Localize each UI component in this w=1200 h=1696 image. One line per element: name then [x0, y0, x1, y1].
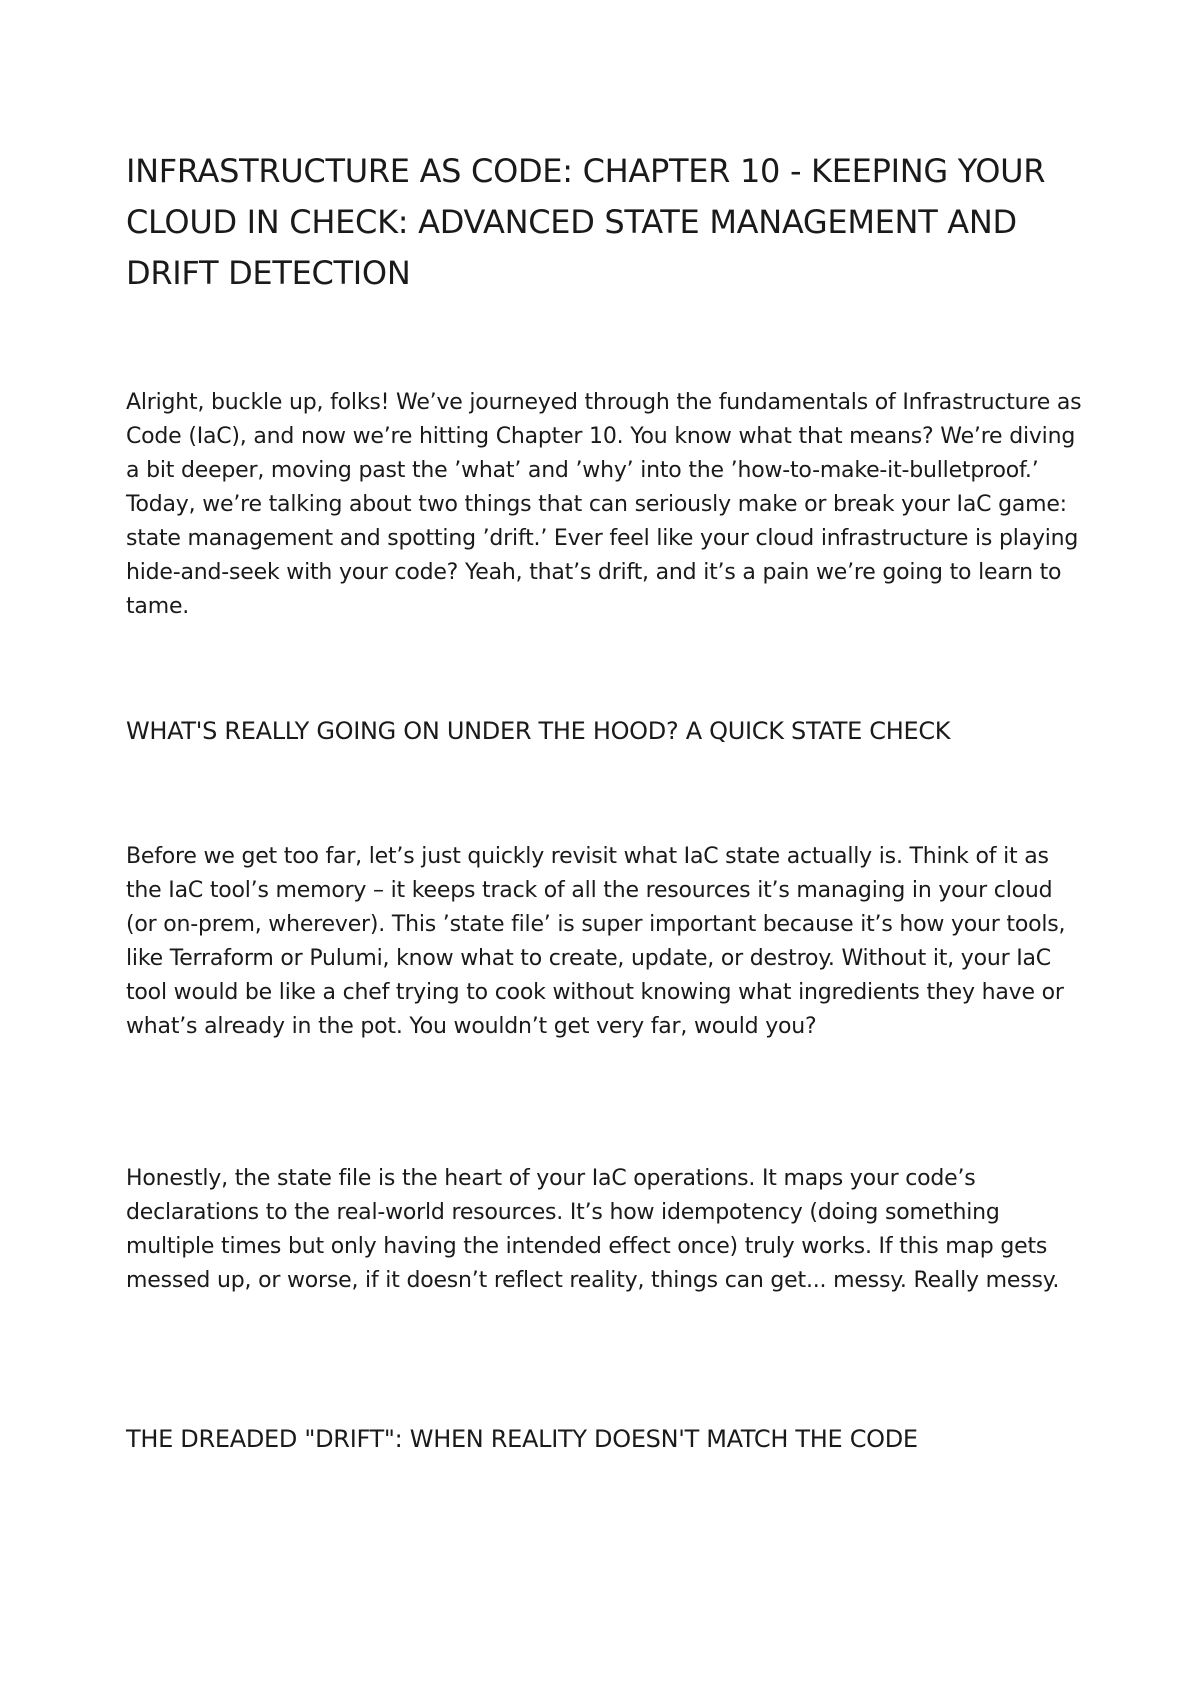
section-heading-state-check: WHAT'S REALLY GOING ON UNDER THE HOOD? A QUICK STATE CHECK [126, 717, 951, 745]
intro-paragraph: Alright, buckle up, folks! We’ve journeyed through the fundamentals of Infrastructure as Code (IaC), and now we’re hitting Chapter 10. You know what that means? We’re diving a bit deeper, moving past the ’what’ and ’why’ into the ’how-to-make-it-bulletproof.’ Today, we’re talking about two things that can seriously make or break your IaC game: state management and spotting ’drift.’ Ever feel like your cloud infrastructure is playing hide-and-seek with your code? Yeah, that’s drift, and it’s a pain we’re going to learn to tame. [126, 390, 1082, 619]
section-heading-drift: THE DREADED "DRIFT": WHEN REALITY DOESN'T MATCH THE CODE [126, 1425, 918, 1453]
state-paragraph-2: Honestly, the state file is the heart of your IaC operations. It maps your code’s declarations to the real-world resources. It’s how idempotency (doing something multiple times but only having the intended effect once) truly works. If this map gets messed up, or worse, if it doesn’t reflect reality, things can get... messy. Really messy. [126, 1166, 1060, 1293]
document-title: INFRASTRUCTURE AS CODE: CHAPTER 10 - KEEPING YOUR CLOUD IN CHECK: ADVANCED STATE MANAGEMENT AND DRIFT DETECTION [126, 152, 1046, 292]
state-paragraph-1: Before we get too far, let’s just quickly revisit what IaC state actually is. Think of it as the IaC tool’s memory – it keeps track of all the resources it’s managing in your cloud (or on-prem, wherever). This ’state file’ is super important because it’s how your tools, like Terraform or Pulumi, know what to create, update, or destroy. Without it, your IaC tool would be like a chef trying to cook without knowing what ingredients they have or what’s already in the pot. You wouldn’t get very far, would you? [126, 844, 1066, 1039]
